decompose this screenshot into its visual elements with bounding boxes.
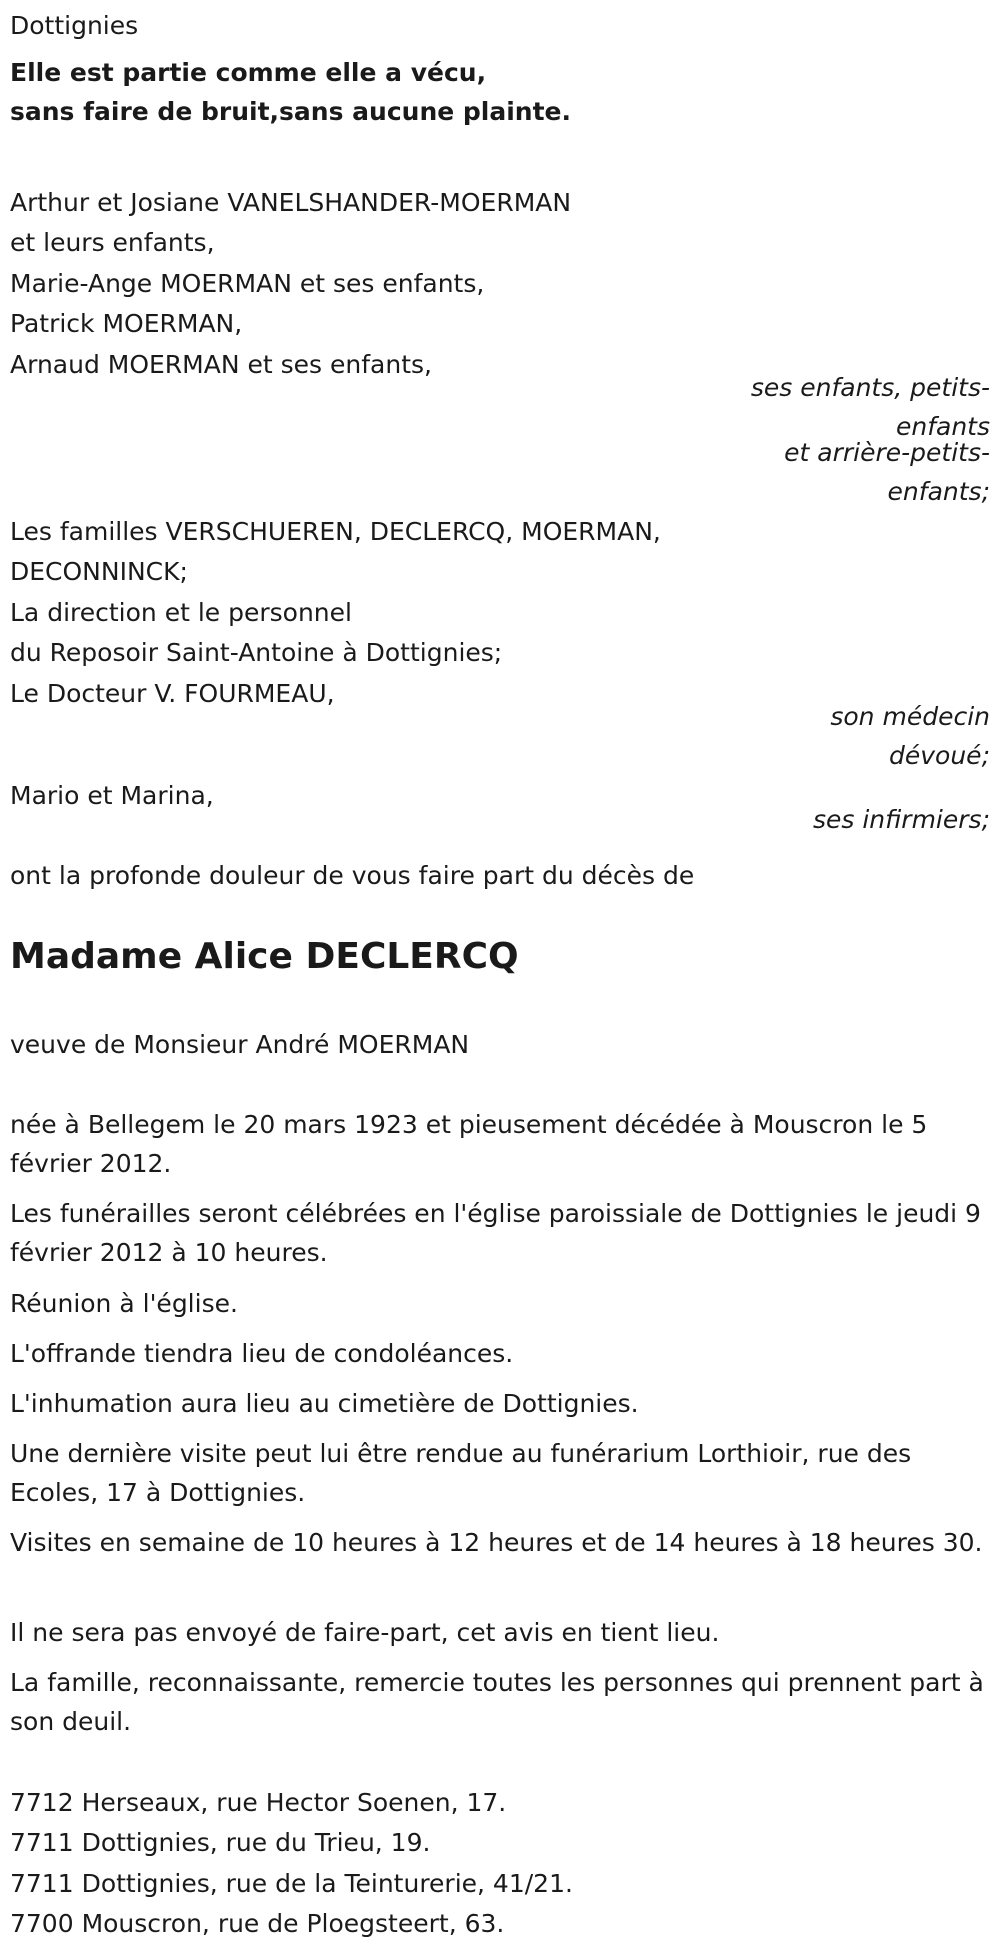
detail-paragraph: Une dernière visite peut lui être rendue au funérarium Lorthioir, rue des Ecoles, 17 à Dottignies. <box>10 1439 912 1507</box>
deceased-name: Madame Alice DECLERCQ <box>10 936 519 977</box>
family-line: Les familles VERSCHUEREN, DECLERCQ, MOERMAN, <box>10 517 661 546</box>
address-line: 7700 Mouscron, rue de Ploegsteert, 63. <box>10 1909 505 1938</box>
relation-children: ses enfants, petits-enfants <box>750 373 990 441</box>
announcement: ont la profonde douleur de vous faire part du décès de <box>10 861 695 890</box>
nurses-names: Mario et Marina, <box>10 781 214 810</box>
detail-paragraph: Visites en semaine de 10 heures à 12 heures et de 14 heures à 18 heures 30. <box>10 1528 983 1557</box>
widow-of: veuve de Monsieur André MOERMAN <box>10 1030 470 1059</box>
header-place: Dottignies <box>10 11 139 40</box>
family-line: et leurs enfants, <box>10 228 215 257</box>
address-line: 7711 Dottignies, rue de la Teinturerie, 41/21. <box>10 1869 573 1898</box>
address-line: 7711 Dottignies, rue du Trieu, 19. <box>10 1828 431 1857</box>
relation-nurses: ses infirmiers; <box>812 805 990 834</box>
detail-paragraph: Les funérailles seront célébrées en l'église paroissiale de Dottignies le jeudi 9 février 2012 à 10 heures. <box>10 1199 981 1267</box>
detail-paragraph: Il ne sera pas envoyé de faire-part, cet avis en tient lieu. <box>10 1618 720 1647</box>
epigraph-line-1: Elle est partie comme elle a vécu, <box>10 58 487 87</box>
detail-paragraph: L'offrande tiendra lieu de condoléances. <box>10 1339 514 1368</box>
address-line: 7712 Herseaux, rue Hector Soenen, 17. <box>10 1788 507 1817</box>
relation-doctor: son médecin dévoué; <box>830 702 990 770</box>
family-line: du Reposoir Saint-Antoine à Dottignies; <box>10 638 503 667</box>
epigraph-line-2: sans faire de bruit,sans aucune plainte. <box>10 97 572 126</box>
family-line: Arthur et Josiane VANELSHANDER-MOERMAN <box>10 188 572 217</box>
family-line: Arnaud MOERMAN et ses enfants, <box>10 350 432 379</box>
family-line: Marie-Ange MOERMAN et ses enfants, <box>10 269 485 298</box>
detail-paragraph: Réunion à l'église. <box>10 1289 238 1318</box>
detail-paragraph: L'inhumation aura lieu au cimetière de Dottignies. <box>10 1389 639 1418</box>
relation-great-grandchildren: et arrière-petits-enfants; <box>784 438 990 506</box>
family-line: La direction et le personnel <box>10 598 352 627</box>
family-line: Le Docteur V. FOURMEAU, <box>10 679 335 708</box>
detail-paragraph: La famille, reconnaissante, remercie toutes les personnes qui prennent part à son deuil. <box>10 1668 984 1736</box>
detail-paragraph: née à Bellegem le 20 mars 1923 et pieusement décédée à Mouscron le 5 février 2012. <box>10 1110 928 1178</box>
family-line: Patrick MOERMAN, <box>10 309 243 338</box>
family-line: DECONNINCK; <box>10 557 188 586</box>
